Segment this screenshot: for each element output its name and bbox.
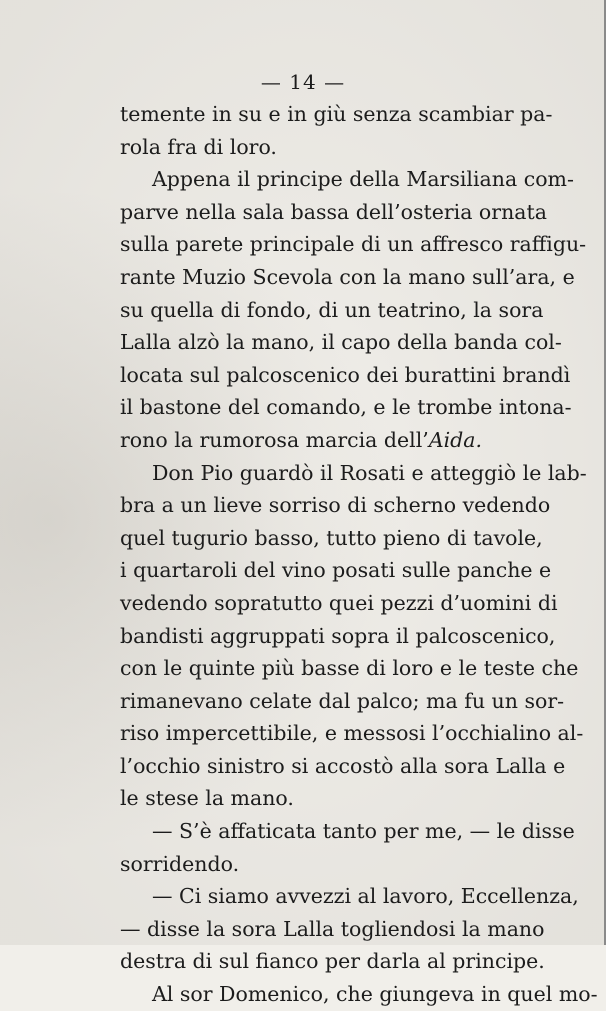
text-line: — Ci siamo avvezzi al lavoro, Eccellenza, — [152, 884, 579, 909]
text-line: Al sor Domenico, che giungeva in quel mo- — [152, 982, 598, 1007]
text-line: temente in su e in giù senza scambiar pa- — [120, 102, 553, 126]
text-line: quel tugurio basso, tutto pieno di tavole, — [120, 525, 543, 550]
text-line: il bastone del comando, e le trombe intona- — [120, 395, 572, 420]
text-line: — disse la sora Lalla togliendosi la mano — [120, 916, 545, 941]
text-line: con le quinte più basse di loro e le teste che — [120, 656, 579, 681]
text-fragment: rono la rumorosa marcia dell’ — [120, 427, 429, 452]
text-line: rante Muzio Scevola con la mano sull’ara, e — [120, 264, 575, 289]
body-text — [120, 98, 598, 1011]
text-line: vedendo sopratutto quei pezzi d’uomini di — [120, 590, 558, 615]
text-line: — S’è affaticata tanto per me, — le disse — [152, 819, 575, 844]
text-line: rimanevano celate dal palco; ma fu un sor- — [120, 688, 565, 713]
text-line: Appena il principe della Marsiliana com- — [152, 167, 574, 192]
text-line: riso impercettibile, e messosi l’occhialino al- — [120, 721, 584, 746]
italic-title: Aida. — [428, 427, 483, 452]
text-line: bandisti aggruppati sopra il palcoscenico, — [120, 623, 556, 648]
text-line: Don Pio guardò il Rosati e atteggiò le lab- — [152, 460, 587, 485]
text-line: rola fra di loro. — [120, 134, 277, 159]
text-line: le stese la mano. — [120, 786, 294, 811]
page-number: — 14 — — [260, 70, 346, 94]
text-line: i quartaroli del vino posati sulle panche e — [120, 558, 552, 583]
text-line: sorridendo. — [120, 851, 240, 876]
text-line: sulla parete principale di un affresco raffigu- — [120, 232, 587, 257]
text-line: l’occhio sinistro si accostò alla sora Lalla e — [120, 753, 566, 778]
text-line: locata sul palcoscenico dei burattini brandì — [120, 362, 571, 387]
text-line: destra di sul fianco per darla al principe. — [120, 949, 545, 974]
text-line: su quella di fondo, di un teatrino, la sora — [120, 297, 544, 322]
text-line: bra a un lieve sorriso di scherno vedendo — [120, 493, 551, 518]
text-line: parve nella sala bassa dell’osteria ornata — [120, 199, 547, 224]
text-line: Lalla alzò la mano, il capo della banda col- — [120, 330, 562, 355]
text-line — [120, 424, 530, 457]
